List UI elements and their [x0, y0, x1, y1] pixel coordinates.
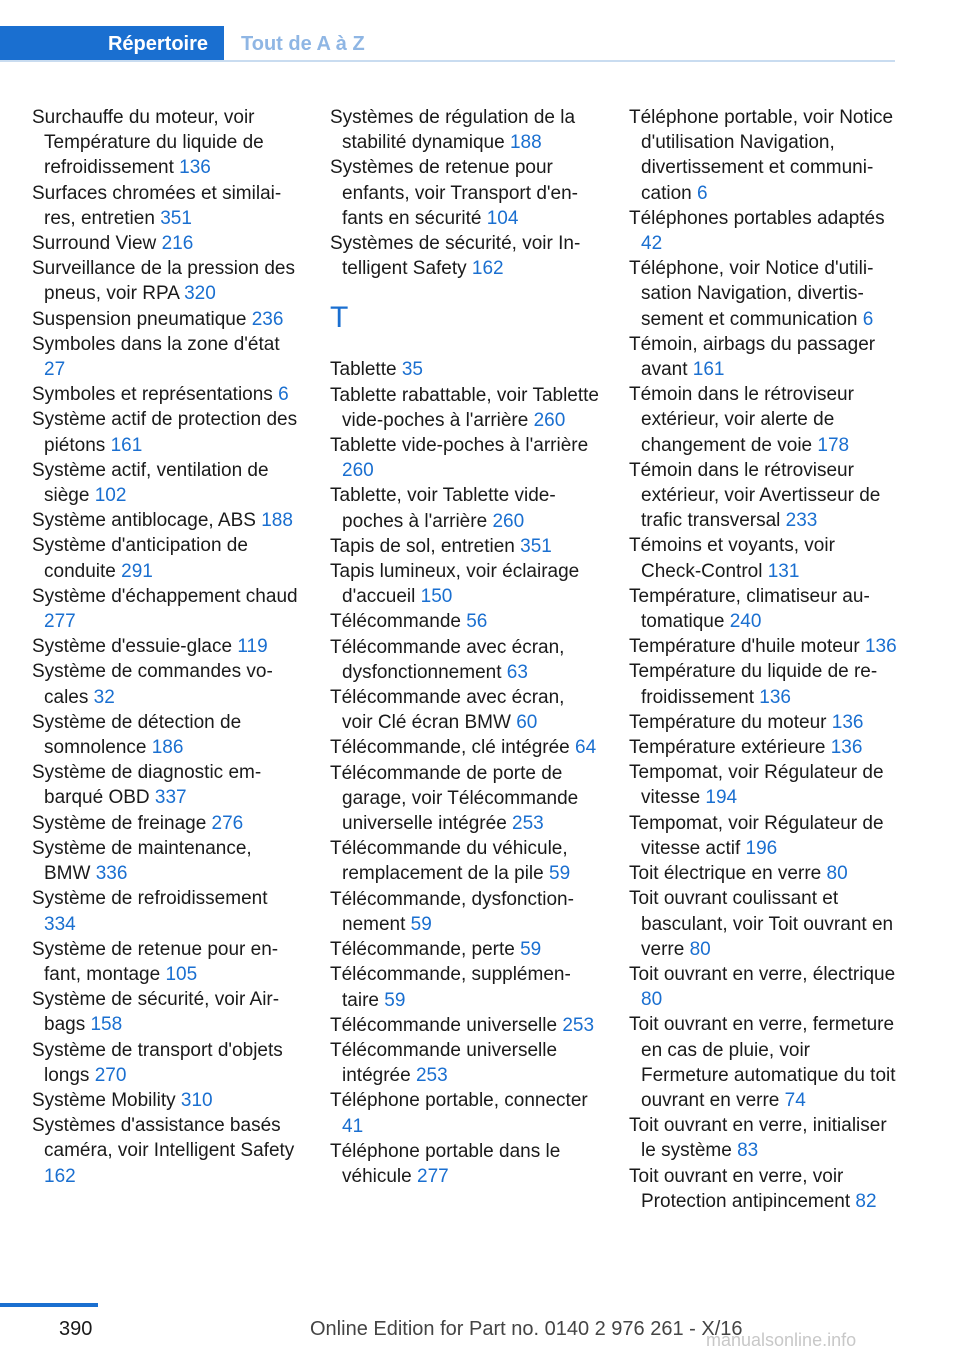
index-entry-text: Température du liquide de refroidissement: [629, 661, 878, 708]
index-entry-text: Température du moteur: [629, 711, 827, 733]
page-link[interactable]: 136: [179, 157, 211, 179]
index-entry-text: Télécommande, dysfonctionnement: [330, 888, 574, 935]
page-link[interactable]: 337: [154, 787, 187, 809]
index-entry: [330, 887, 600, 937]
index-entry-text: Téléphone portable, connecter: [330, 1090, 588, 1112]
index-entry: [629, 760, 899, 810]
index-entry-text: Toit ouvrant en verre, électrique: [629, 963, 896, 985]
index-entry: [629, 382, 899, 458]
page-link[interactable]: 59: [410, 913, 432, 935]
page-link[interactable]: 334: [44, 913, 76, 935]
page-link[interactable]: 80: [689, 938, 711, 960]
page-link[interactable]: 253: [512, 813, 544, 835]
index-entry: [32, 256, 302, 306]
index-entry-text: Téléphone portable dans le véhicule: [330, 1140, 561, 1187]
index-entry: [32, 760, 302, 810]
index-entry: [32, 382, 302, 407]
index-entry-text: Température extérieure: [629, 737, 826, 759]
page-link[interactable]: 104: [486, 207, 519, 229]
index-entry: [629, 861, 899, 886]
index-entry-text: Température d'huile moteur: [629, 636, 860, 658]
page-link[interactable]: 6: [696, 182, 708, 204]
index-entry: [32, 836, 302, 886]
index-entry: [330, 761, 600, 837]
index-entry-text: Système de commandes vocales: [32, 661, 273, 708]
index-entry-text: Suspension pneumatique: [32, 308, 247, 330]
index-entry: [629, 1012, 899, 1113]
page-link[interactable]: 161: [692, 359, 725, 381]
page-link[interactable]: 80: [641, 989, 663, 1011]
index-entry: [629, 256, 899, 332]
page-link[interactable]: 131: [767, 560, 800, 582]
index-entry-text: Température, climatiseur automatique: [629, 585, 870, 633]
index-entry-text: Système d'anticipation de conduite: [32, 535, 248, 582]
page-link[interactable]: 150: [420, 586, 453, 608]
index-entry-text: Télécommande du véhicule, remplacement de la pile: [330, 838, 568, 885]
page-link[interactable]: 83: [737, 1140, 759, 1162]
page-link[interactable]: 6: [278, 384, 289, 406]
index-entry: [330, 383, 600, 433]
page-link[interactable]: 277: [417, 1165, 449, 1187]
index-entry-text: Tablette vide-poches à l'arrière: [330, 435, 589, 457]
tab-repertoire[interactable]: Répertoire: [0, 26, 224, 62]
page-link[interactable]: 188: [261, 510, 293, 532]
page-link[interactable]: 276: [211, 812, 244, 834]
index-entry: [330, 1139, 600, 1189]
index-entry: [330, 836, 600, 886]
index-entry-text: Systèmes d'assistance basés caméra, voir Intelligent Safety: [32, 1115, 295, 1162]
index-entry: [32, 1113, 302, 1189]
page-number: 390: [59, 1318, 93, 1340]
page-link[interactable]: 64: [575, 737, 597, 759]
index-entry-text: Tapis lumineux, voir éclairage d'accueil: [330, 561, 580, 608]
footer-accent-bar: [0, 1303, 98, 1307]
index-entry-text: Tapis de sol, entretien: [330, 535, 515, 557]
index-entry: [32, 659, 302, 709]
index-entry: [32, 710, 302, 760]
index-entry: [330, 1088, 600, 1138]
index-entry-text: Télécommande avec écran, dysfonctionnement: [330, 636, 565, 683]
index-entry-text: Toit ouvrant coulissant et basculant, voir Toit ouvrant en verre: [629, 888, 894, 960]
page-link[interactable]: 291: [121, 560, 153, 582]
page-link[interactable]: 56: [466, 611, 488, 633]
index-entry: [32, 886, 302, 936]
index-entry-text: Télécommande, supplémentaire: [330, 964, 571, 1011]
index-entry: [629, 332, 899, 382]
index-entry: [32, 332, 302, 382]
page-link[interactable]: 161: [110, 434, 143, 456]
index-entry-text: Télécommande avec écran, voir Clé écran BMW: [330, 687, 565, 734]
index-entry: [330, 735, 600, 760]
index-entry: [330, 609, 600, 634]
index-entry-text: Tablette, voir Tablette vide-poches à l'arrière: [330, 485, 556, 532]
index-entry-text: Système de diagnostic embarqué OBD: [32, 762, 262, 809]
index-entry: [629, 533, 899, 583]
index-entry: [629, 1164, 899, 1214]
index-entry-text: Surveillance de la pression des pneus, voir RPA: [32, 258, 295, 305]
page-link[interactable]: 162: [44, 1165, 76, 1187]
index-entry-text: Symboles et représentations: [32, 384, 273, 406]
index-entry: [629, 105, 899, 206]
index-entry: [330, 483, 600, 533]
index-entry: [32, 584, 302, 634]
index-entry: [32, 811, 302, 836]
index-entry-text: Télécommande: [330, 611, 461, 633]
index-entry: [330, 433, 600, 483]
index-entry-text: Télécommande universelle intégrée: [330, 1039, 558, 1087]
index-entry: [32, 533, 302, 583]
index-entry-text: Système actif, ventilation de siège: [32, 459, 269, 507]
index-entry: [32, 508, 302, 533]
index-entry-text: Surfaces chromées et similaires, entretien: [32, 182, 282, 229]
index-entry: [330, 962, 600, 1012]
index-entry-text: Toit ouvrant en verre, fermeture en cas de pluie, voir Fermeture automatique du toit ouvrant en verre: [629, 1014, 896, 1111]
index-entry: [32, 458, 302, 508]
index-entry-text: Toit ouvrant en verre, voir Protection antipincement: [629, 1165, 851, 1212]
page-link[interactable]: 310: [180, 1089, 213, 1111]
index-entry: [629, 735, 899, 760]
index-entry: [629, 710, 899, 735]
page-link[interactable]: 260: [342, 460, 374, 482]
page-link[interactable]: 59: [549, 863, 571, 885]
page-link[interactable]: 102: [94, 485, 127, 507]
index-entry: [629, 1113, 899, 1163]
page-link[interactable]: 336: [95, 863, 128, 885]
page-link[interactable]: 74: [784, 1089, 806, 1111]
index-entry: [330, 559, 600, 609]
index-entry-text: Surround View: [32, 233, 157, 255]
index-entry-text: Système de refroidissement: [32, 888, 268, 910]
index-entry-text: Système de maintenance, BMW: [32, 837, 252, 885]
index-entry: [330, 685, 600, 735]
watermark: manualsonline.info: [706, 1330, 857, 1350]
index-entry: [32, 231, 302, 256]
index-entry: [330, 1013, 600, 1038]
section-letter: T: [330, 301, 349, 335]
index-entry-text: Système de transport d'objets longs: [32, 1039, 283, 1086]
index-entry-text: Toit ouvrant en verre, initialiser le système: [629, 1115, 887, 1162]
index-entry: [330, 635, 600, 685]
index-entry-text: Téléphone portable, voir Notice d'utilisation Navigation, divertissement et communication: [629, 107, 894, 204]
page-link[interactable]: 105: [165, 963, 198, 985]
page-link[interactable]: 158: [90, 1014, 123, 1036]
page-link[interactable]: 178: [817, 434, 850, 456]
page-link[interactable]: 351: [520, 535, 552, 557]
index-entry: [629, 584, 899, 634]
page-link[interactable]: 6: [862, 308, 874, 330]
tab-tout-de-a-a-z[interactable]: Tout de A à Z: [241, 32, 365, 55]
index-entry-text: Tablette: [330, 359, 397, 381]
index-entry: [32, 987, 302, 1037]
index-column-1: [32, 105, 302, 1189]
index-entry: [330, 357, 600, 382]
page-link[interactable]: 270: [94, 1064, 127, 1086]
page-link[interactable]: 35: [401, 359, 423, 381]
page-link[interactable]: 136: [831, 711, 864, 733]
index-entry-text: Système Mobility: [32, 1089, 176, 1111]
index-entry: [32, 937, 302, 987]
index-entry-text: Système d'essuie-glace: [32, 636, 233, 658]
index-entry-text: Symboles dans la zone d'état: [32, 333, 280, 355]
page-link[interactable]: 240: [729, 611, 762, 633]
page-link[interactable]: 119: [237, 636, 268, 658]
index-entry-text: Témoins et voyants, voir Check-Control: [629, 535, 835, 582]
page-link[interactable]: 260: [492, 510, 525, 532]
page-link[interactable]: 216: [161, 233, 194, 255]
index-entry-text: Systèmes de régulation de la stabilité dynamique: [330, 107, 576, 154]
index-entry: [32, 1088, 302, 1113]
index-entry: [330, 1038, 600, 1088]
page-link[interactable]: 186: [151, 737, 184, 759]
index-column-2: [330, 105, 600, 1189]
page-link[interactable]: 136: [759, 686, 791, 708]
page-link[interactable]: 233: [785, 510, 818, 532]
index-entry-text: Toit électrique en verre: [629, 863, 822, 885]
index-entry: [629, 206, 899, 256]
page-link[interactable]: 27: [44, 359, 66, 381]
page-link[interactable]: 82: [855, 1190, 877, 1212]
index-entry-text: Tablette rabattable, voir Tablette vide-poches à l'arrière: [330, 384, 599, 431]
index-entry-text: Télécommande universelle: [330, 1014, 558, 1036]
page-link[interactable]: 277: [44, 611, 76, 633]
index-entry-text: Télécommande, clé intégrée: [330, 737, 570, 759]
index-entry: [32, 407, 302, 457]
page-link[interactable]: 80: [826, 863, 848, 885]
index-entry: [629, 962, 899, 1012]
index-entry-text: Système actif de protection des piétons: [32, 409, 298, 456]
index-entry: [330, 534, 600, 559]
index-entry: [32, 105, 302, 181]
index-entry-text: Système de sécurité, voir Airbags: [32, 989, 280, 1036]
index-entry-text: Systèmes de retenue pour enfants, voir Transport d'enfants en sécurité: [330, 157, 578, 229]
index-entry-text: Systèmes de sécurité, voir Intelligent Safety: [330, 233, 581, 280]
index-entry-text: Système de freinage: [32, 812, 207, 834]
page-link[interactable]: 41: [342, 1115, 364, 1137]
index-entry-text: Système antiblocage, ABS: [32, 510, 256, 532]
page-link[interactable]: 136: [830, 737, 863, 759]
index-entry: [330, 155, 600, 231]
index-entry: [32, 307, 302, 332]
page-link[interactable]: 194: [705, 787, 738, 809]
page-link[interactable]: 351: [160, 207, 192, 229]
index-entry: [32, 634, 302, 659]
index-entry: [629, 811, 899, 861]
index-entry: [330, 105, 600, 155]
page-link[interactable]: 253: [562, 1014, 595, 1036]
page-link[interactable]: 60: [516, 712, 538, 734]
index-entry-text: Système de détection de somnolence: [32, 711, 242, 759]
page-link[interactable]: 42: [641, 233, 663, 255]
page-link[interactable]: 253: [415, 1065, 448, 1087]
page-link[interactable]: 320: [184, 283, 216, 305]
index-entry-text: Télécommande, perte: [330, 939, 515, 961]
index-entry-text: Témoin dans le rétroviseur extérieur, voir alerte de changement de voie: [629, 384, 854, 456]
index-entry: [32, 1038, 302, 1088]
page-link[interactable]: 162: [471, 258, 504, 280]
index-entry-text: Témoin dans le rétroviseur extérieur, voir Avertisseur de trafic transversal: [629, 459, 881, 532]
index-entry: [629, 659, 899, 709]
page-link[interactable]: 196: [745, 837, 778, 859]
index-entry-text: Surchauffe du moteur, voir Température du liquide de refroidissement: [32, 107, 264, 179]
index-entry: [629, 458, 899, 534]
index-entry-text: Système d'échappement chaud: [32, 585, 298, 607]
page-link[interactable]: 63: [506, 661, 528, 683]
index-entry-text: Téléphones portables adaptés: [629, 207, 885, 229]
index-entry-text: Téléphone, voir Notice d'utilisation Navigation, divertissement et communication: [629, 258, 874, 330]
index-entry-text: Télécommande de porte de garage, voir Télécommande universelle intégrée: [330, 762, 579, 835]
index-entry: [629, 886, 899, 962]
page-link[interactable]: 59: [384, 989, 406, 1011]
index-entry-text: Témoin, airbags du passager avant: [629, 333, 876, 381]
header-bar: [0, 22, 895, 62]
index-entry: [32, 181, 302, 231]
index-entry-text: Système de retenue pour enfant, montage: [32, 938, 279, 985]
header-rule: [0, 60, 895, 62]
index-entry: [629, 634, 899, 659]
index-entry-text: Tempomat, voir Régulateur de vitesse: [629, 762, 884, 809]
page-link[interactable]: 188: [509, 132, 542, 154]
page-link[interactable]: 260: [533, 409, 566, 431]
index-column-3: [629, 105, 899, 1214]
page-link[interactable]: 32: [93, 686, 115, 708]
page-link[interactable]: 136: [864, 636, 897, 658]
index-entry: [330, 231, 600, 281]
index-entry: [330, 937, 600, 962]
page-link[interactable]: 236: [251, 308, 284, 330]
page-link[interactable]: 59: [520, 939, 542, 961]
edition-text: Online Edition for Part no. 0140 2 976 261 - X/16: [310, 1318, 743, 1340]
index-entry-text: Tempomat, voir Régulateur de vitesse actif: [629, 812, 884, 859]
